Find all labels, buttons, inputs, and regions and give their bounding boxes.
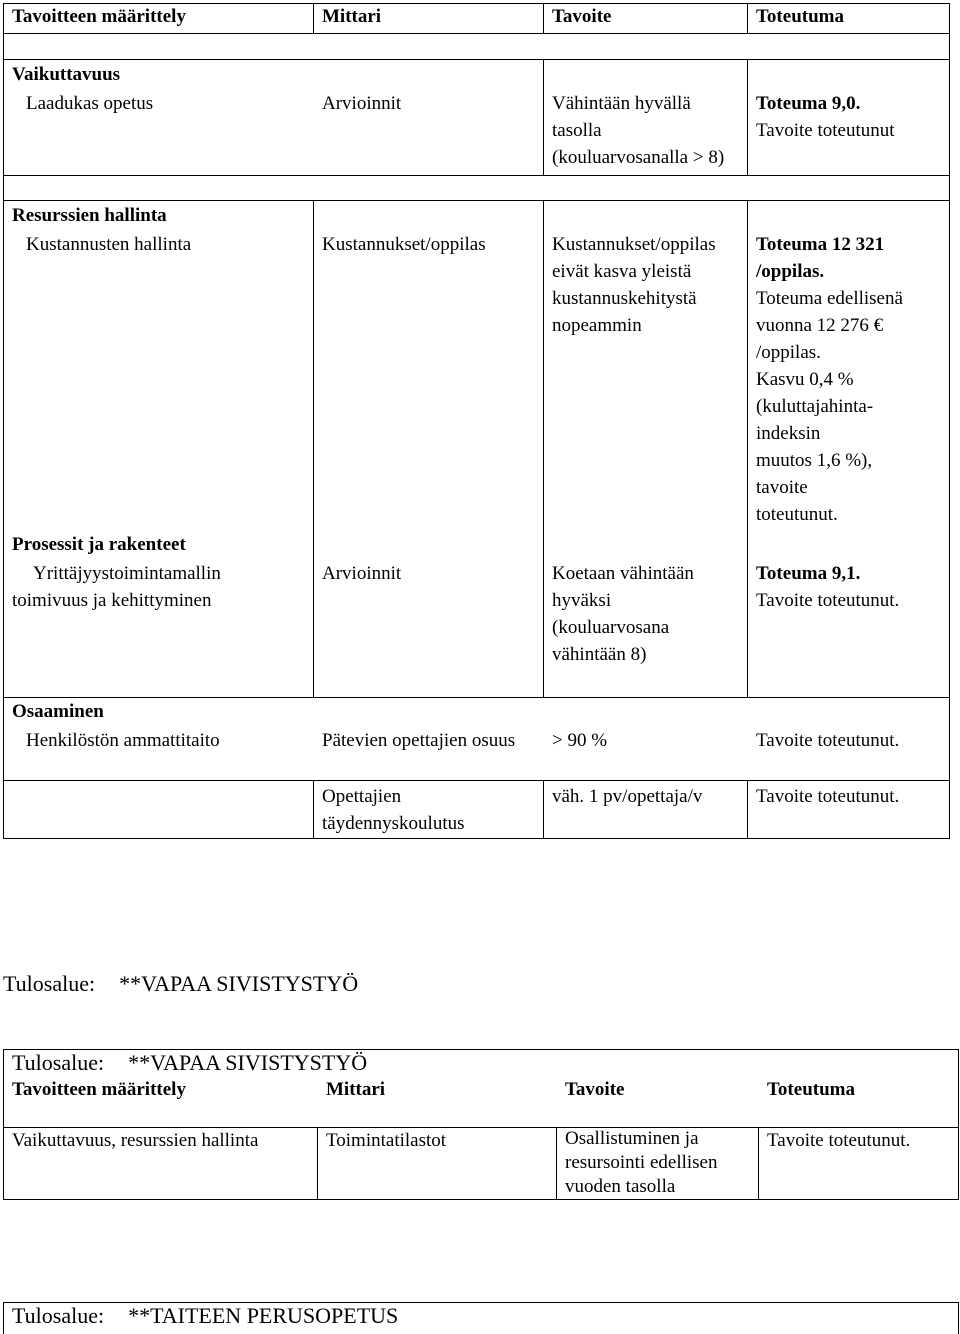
table2-row-target: resursointi edellisen xyxy=(565,1152,718,1173)
table3-title xyxy=(12,1302,398,1330)
table2-row-target: Osallistuminen ja xyxy=(565,1128,699,1149)
table2-header-definition: Tavoitteen määrittely xyxy=(12,1079,186,1100)
table3-title-value: **TAITEEN PERUSOPETUS xyxy=(128,1303,399,1328)
row-kustannukset-result: Kasvu 0,4 % xyxy=(756,369,854,390)
row-yrittajyys-target: Koetaan vähintään xyxy=(552,563,694,584)
row-kustannukset-definition: Kustannusten hallinta xyxy=(26,234,192,255)
row-taydennys-result: Tavoite toteutunut. xyxy=(756,786,900,807)
row-kustannukset-target: nopeammin xyxy=(552,315,642,336)
tulosalue-heading xyxy=(3,970,358,998)
row-henkilosto-definition: Henkilöstön ammattitaito xyxy=(26,730,220,751)
row-kustannukset-result-bold: Toteuma 12 321 xyxy=(756,234,885,255)
row-kustannukset-result: (kuluttajahinta- xyxy=(756,396,874,417)
row-kustannukset-result: muutos 1,6 %), xyxy=(756,450,873,471)
row-kustannukset-result: toteutunut. xyxy=(756,504,838,525)
row-kustannukset-result: vuonna 12 276 € xyxy=(756,315,884,336)
header-result: Toteutuma xyxy=(756,6,844,27)
row-kustannukset-measure: Kustannukset/oppilas xyxy=(322,234,486,255)
row-henkilosto-target: > 90 % xyxy=(552,730,608,751)
row-kustannukset-result-bold: /oppilas. xyxy=(756,261,825,282)
row-taydennys-target: väh. 1 pv/opettaja/v xyxy=(552,786,703,807)
row-yrittajyys-definition: toimivuus ja kehittyminen xyxy=(12,590,212,611)
table2-row-definition: Vaikuttavuus, resurssien hallinta xyxy=(12,1130,259,1151)
row-yrittajyys-result: Tavoite toteutunut. xyxy=(756,590,900,611)
row-yrittajyys-target: hyväksi xyxy=(552,590,612,611)
row-laadukas-target: tasolla xyxy=(552,120,602,141)
table3-title-label: Tulosalue: xyxy=(12,1303,105,1328)
tulosalue-label: Tulosalue: xyxy=(3,971,96,996)
row-laadukas-result: Tavoite toteutunut xyxy=(756,120,895,141)
row-henkilosto-measure: Pätevien opettajien osuus xyxy=(322,730,516,751)
tulosalue-value: **VAPAA SIVISTYSTYÖ xyxy=(119,971,359,996)
row-kustannukset-target: Kustannukset/oppilas xyxy=(552,234,716,255)
row-yrittajyys-target: vähintään 8) xyxy=(552,644,647,665)
section-prosessit: Prosessit ja rakenteet xyxy=(12,534,186,555)
table2-row-target: vuoden tasolla xyxy=(565,1176,676,1197)
row-kustannukset-result: indeksin xyxy=(756,423,821,444)
row-laadukas-measure: Arvioinnit xyxy=(322,93,402,114)
table2-header-measure: Mittari xyxy=(326,1079,386,1100)
row-kustannukset-target: kustannuskehitystä xyxy=(552,288,697,309)
table2-header-result: Toteutuma xyxy=(767,1079,855,1100)
row-yrittajyys-result-bold: Toteuma 9,1. xyxy=(756,563,861,584)
table2-row-result: Tavoite toteutunut. xyxy=(767,1130,911,1151)
row-laadukas-definition: Laadukas opetus xyxy=(26,93,154,114)
table2-title-value: **VAPAA SIVISTYSTYÖ xyxy=(128,1050,368,1075)
row-yrittajyys-definition: Yrittäjyystoimintamallin xyxy=(33,563,221,584)
row-kustannukset-target: eivät kasva yleistä xyxy=(552,261,692,282)
section-osaaminen: Osaaminen xyxy=(12,701,104,722)
section-vaikuttavuus: Vaikuttavuus xyxy=(12,64,121,85)
row-laadukas-target: (kouluarvosanalla > 8) xyxy=(552,147,725,168)
row-yrittajyys-measure: Arvioinnit xyxy=(322,563,402,584)
table2-row-measure: Toimintatilastot xyxy=(326,1130,447,1151)
row-taydennys-measure: täydennyskoulutus xyxy=(322,813,465,834)
header-measure: Mittari xyxy=(322,6,382,27)
section-resurssit: Resurssien hallinta xyxy=(12,205,167,226)
header-definition: Tavoitteen määrittely xyxy=(12,6,186,27)
row-henkilosto-result: Tavoite toteutunut. xyxy=(756,730,900,751)
row-taydennys-measure: Opettajien xyxy=(322,786,402,807)
table2-header-target: Tavoite xyxy=(565,1079,625,1100)
table2-title-label: Tulosalue: xyxy=(12,1050,105,1075)
header-target: Tavoite xyxy=(552,6,612,27)
row-kustannukset-result: Toteuma edellisenä xyxy=(756,288,903,309)
table2-title xyxy=(12,1049,367,1077)
row-laadukas-result-bold: Toteuma 9,0. xyxy=(756,93,861,114)
row-laadukas-target: Vähintään hyvällä xyxy=(552,93,691,114)
row-kustannukset-result: /oppilas. xyxy=(756,342,821,363)
row-kustannukset-result: tavoite xyxy=(756,477,808,498)
row-yrittajyys-target: (kouluarvosana xyxy=(552,617,670,638)
